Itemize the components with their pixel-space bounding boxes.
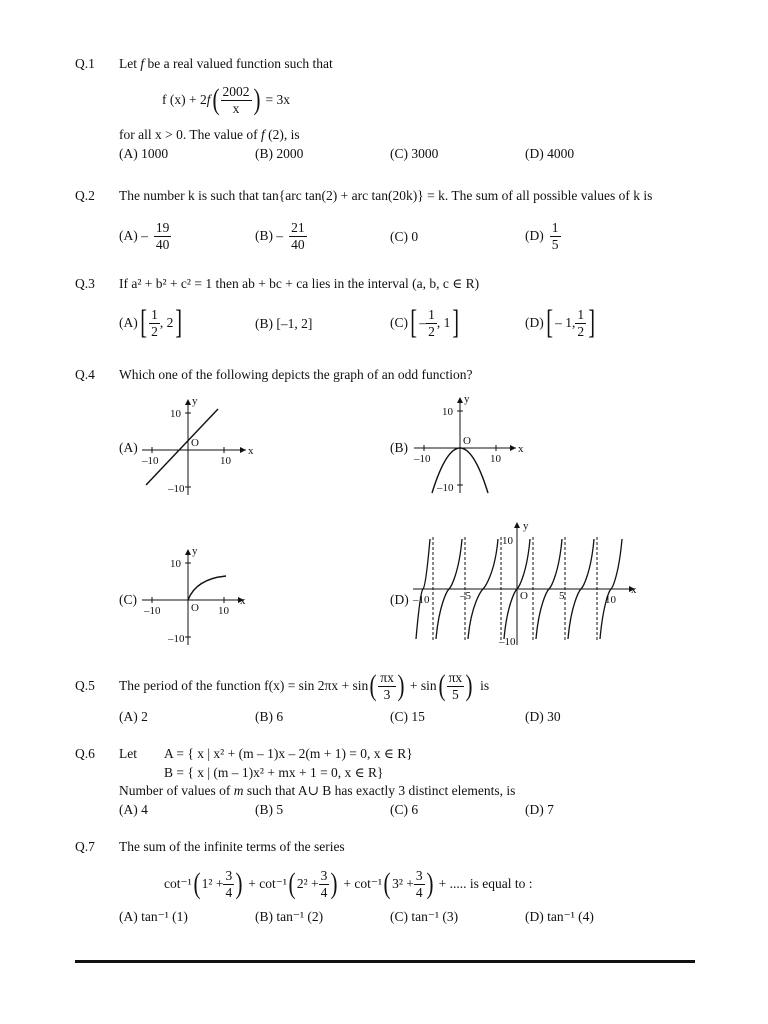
equation-lhs: f (x) + 2 <box>162 92 207 107</box>
fraction: $\frac{3}{4}$ <box>320 867 328 900</box>
option-c[interactable]: (C) 3000 <box>390 146 439 161</box>
option-b[interactable]: (B) – $\frac{21}{40}$ <box>255 219 305 252</box>
graph-c <box>140 545 250 650</box>
curve <box>188 576 226 600</box>
fraction: $\frac{1}{2}$ <box>428 306 435 339</box>
tick-label: 10 <box>605 594 616 606</box>
y-arrow <box>457 397 463 403</box>
option-c[interactable]: (C) [ – $\frac{1}{2}$ , 1 ] <box>390 304 460 341</box>
tan-expression: tan{arc tan(2) + arc tan(20k)} = k <box>262 188 445 203</box>
fraction: $\frac{1}{2}$ <box>151 306 158 339</box>
left-paren: ( <box>212 83 219 116</box>
option-a[interactable]: (A) <box>119 440 138 455</box>
right-paren: ) <box>253 83 260 116</box>
fraction: $\frac{\pi x}{3}$ <box>380 669 394 702</box>
question-number: Q.2 <box>75 188 95 203</box>
stem-function: f <box>140 56 145 71</box>
question-number: Q.4 <box>75 367 95 382</box>
question-stem: The sum of the infinite terms of the series <box>119 839 345 854</box>
fraction: $\frac{3}{4}$ <box>225 867 233 900</box>
x-label: x <box>631 584 637 596</box>
tick-label: 5 <box>559 590 565 602</box>
tick-label: 10 <box>170 408 181 420</box>
let-label: Let <box>119 746 137 761</box>
origin-label: O <box>191 437 199 449</box>
stem-text: be a real valued function such that <box>144 56 333 71</box>
footer-rule <box>75 960 695 963</box>
question-number: Q.1 <box>75 56 95 71</box>
question-number: Q.5 <box>75 678 95 693</box>
graph-a <box>140 395 254 500</box>
option-b[interactable]: (B) <box>390 440 408 455</box>
y-label: y <box>192 395 198 407</box>
option-a[interactable]: (A) – $\frac{19}{40}$ <box>119 219 170 252</box>
option-d[interactable]: (D) 7 <box>525 802 554 817</box>
option-d[interactable]: (D) 30 <box>525 709 561 724</box>
option-b[interactable]: (B) [–1, 2] <box>255 316 313 331</box>
option-d[interactable]: (D) [ – 1, $\frac{1}{2}$ ] <box>525 304 596 341</box>
question-number: Q.3 <box>75 276 95 291</box>
x-label: x <box>518 443 524 455</box>
option-c[interactable]: (C) 15 <box>390 709 425 724</box>
option-b[interactable]: (B) 5 <box>255 802 284 817</box>
question-stem: Number of values of m such that A∪ B has exactly 3 distinct elements, is <box>119 783 516 798</box>
question-number: Q.7 <box>75 839 95 854</box>
fraction: $\frac{1}{2}$ <box>577 306 585 339</box>
question-stem: If a² + b² + c² = 1 then ab + bc + ca lies in the interval (a, b, c ∈ R) <box>119 276 480 291</box>
y-arrow <box>514 522 520 528</box>
tick-label: –10 <box>168 633 185 645</box>
tick-label: –10 <box>142 455 159 467</box>
fraction: $\frac{19}{40}$ <box>155 219 170 252</box>
option-b[interactable]: (B) tan⁻¹ (2) <box>255 909 324 924</box>
option-a[interactable]: (A) 4 <box>119 802 148 817</box>
question-stem: The number k is such that tan{arc tan(2) + arc tan(20k)} = k. The sum of all possible values of k is <box>119 188 653 203</box>
fraction: $\frac{\pi x}{5}$ <box>448 669 463 702</box>
option-a[interactable]: (A) 1000 <box>119 146 169 161</box>
y-arrow <box>185 399 191 405</box>
y-label: y <box>464 393 470 405</box>
fraction: $\frac{2002}{x}$ <box>222 83 250 116</box>
tick-label: –10 <box>168 483 185 495</box>
question-stem: The period of the function f(x) = sin 2πx + sin ( $\frac{\pi x}{3}$ ) + sin ( $\frac{\pi x}{5}$ ) is <box>119 669 490 702</box>
option-c[interactable]: (C) 0 <box>390 229 419 244</box>
tick-label: –5 <box>460 590 471 602</box>
x-label: x <box>248 445 254 457</box>
option-c[interactable]: (C) tan⁻¹ (3) <box>390 909 459 924</box>
tick-label: 10 <box>170 558 181 570</box>
option-d[interactable]: (D) <box>390 592 409 607</box>
series-expression: cot⁻¹ ( 1² + $\frac{3}{4}$ ) + cot⁻¹ ( 2² + $\frac{3}{4}$ ) + cot⁻¹ ( 3² + $\frac{3}{4}$ ) + ..... is equal to : <box>164 867 533 900</box>
option-d[interactable]: (D) tan⁻¹ (4) <box>525 909 594 924</box>
fraction: $\frac{21}{40}$ <box>291 219 305 252</box>
option-c[interactable]: (C) <box>119 592 137 607</box>
curve <box>146 409 218 485</box>
origin-label: O <box>463 435 471 447</box>
equation-function: f <box>206 92 211 107</box>
fraction: $\frac{1}{5}$ <box>551 219 559 252</box>
question-number: Q.6 <box>75 746 95 761</box>
graph-d <box>405 517 645 649</box>
set-b: B = { x | (m – 1)x² + mx + 1 = 0, x ∈ R} <box>164 765 384 780</box>
tick-label: 10 <box>218 605 229 617</box>
x-arrow <box>240 447 246 453</box>
tick-label: 10 <box>220 455 231 467</box>
functional-equation <box>162 80 290 120</box>
x-label: x <box>240 595 246 607</box>
x-arrow <box>510 445 516 451</box>
tick-label: –10 <box>437 482 454 494</box>
tick-label: 10 <box>502 535 513 547</box>
y-arrow <box>185 549 191 555</box>
option-a[interactable]: (A) tan⁻¹ (1) <box>119 909 188 924</box>
option-a[interactable]: (A) [ $\frac{1}{2}$ , 2 ] <box>119 304 183 341</box>
tick-label: –10 <box>413 594 430 606</box>
y-label: y <box>523 520 529 532</box>
y-label: y <box>192 545 198 557</box>
question-stem: Which one of the following depicts the graph of an odd function? <box>119 367 473 382</box>
tick-label: –10 <box>144 605 161 617</box>
option-d[interactable]: (D) 4000 <box>525 146 575 161</box>
tick-label: –10 <box>499 636 516 648</box>
set-a: A = { x | x² + (m – 1)x – 2(m + 1) = 0, x ∈ R} <box>164 746 413 761</box>
tick-label: –10 <box>414 453 431 465</box>
question-condition: for all x > 0. The value of f (2), is <box>119 127 300 142</box>
origin-label: O <box>191 602 199 614</box>
option-c[interactable]: (C) 6 <box>390 802 419 817</box>
tick-label: 10 <box>490 453 501 465</box>
option-d[interactable]: (D) $\frac{1}{5}$ <box>525 219 559 252</box>
tick-label: 10 <box>442 406 453 418</box>
option-a[interactable]: (A) 2 <box>119 709 148 724</box>
stem-text: Let <box>119 56 141 71</box>
option-b[interactable]: (B) 6 <box>255 709 284 724</box>
equation-rhs: = 3x <box>265 92 290 107</box>
fraction: $\frac{3}{4}$ <box>415 867 423 900</box>
question-stem <box>119 56 333 72</box>
graph-b <box>412 393 527 498</box>
origin-label: O <box>520 590 528 602</box>
option-b[interactable]: (B) 2000 <box>255 146 304 161</box>
